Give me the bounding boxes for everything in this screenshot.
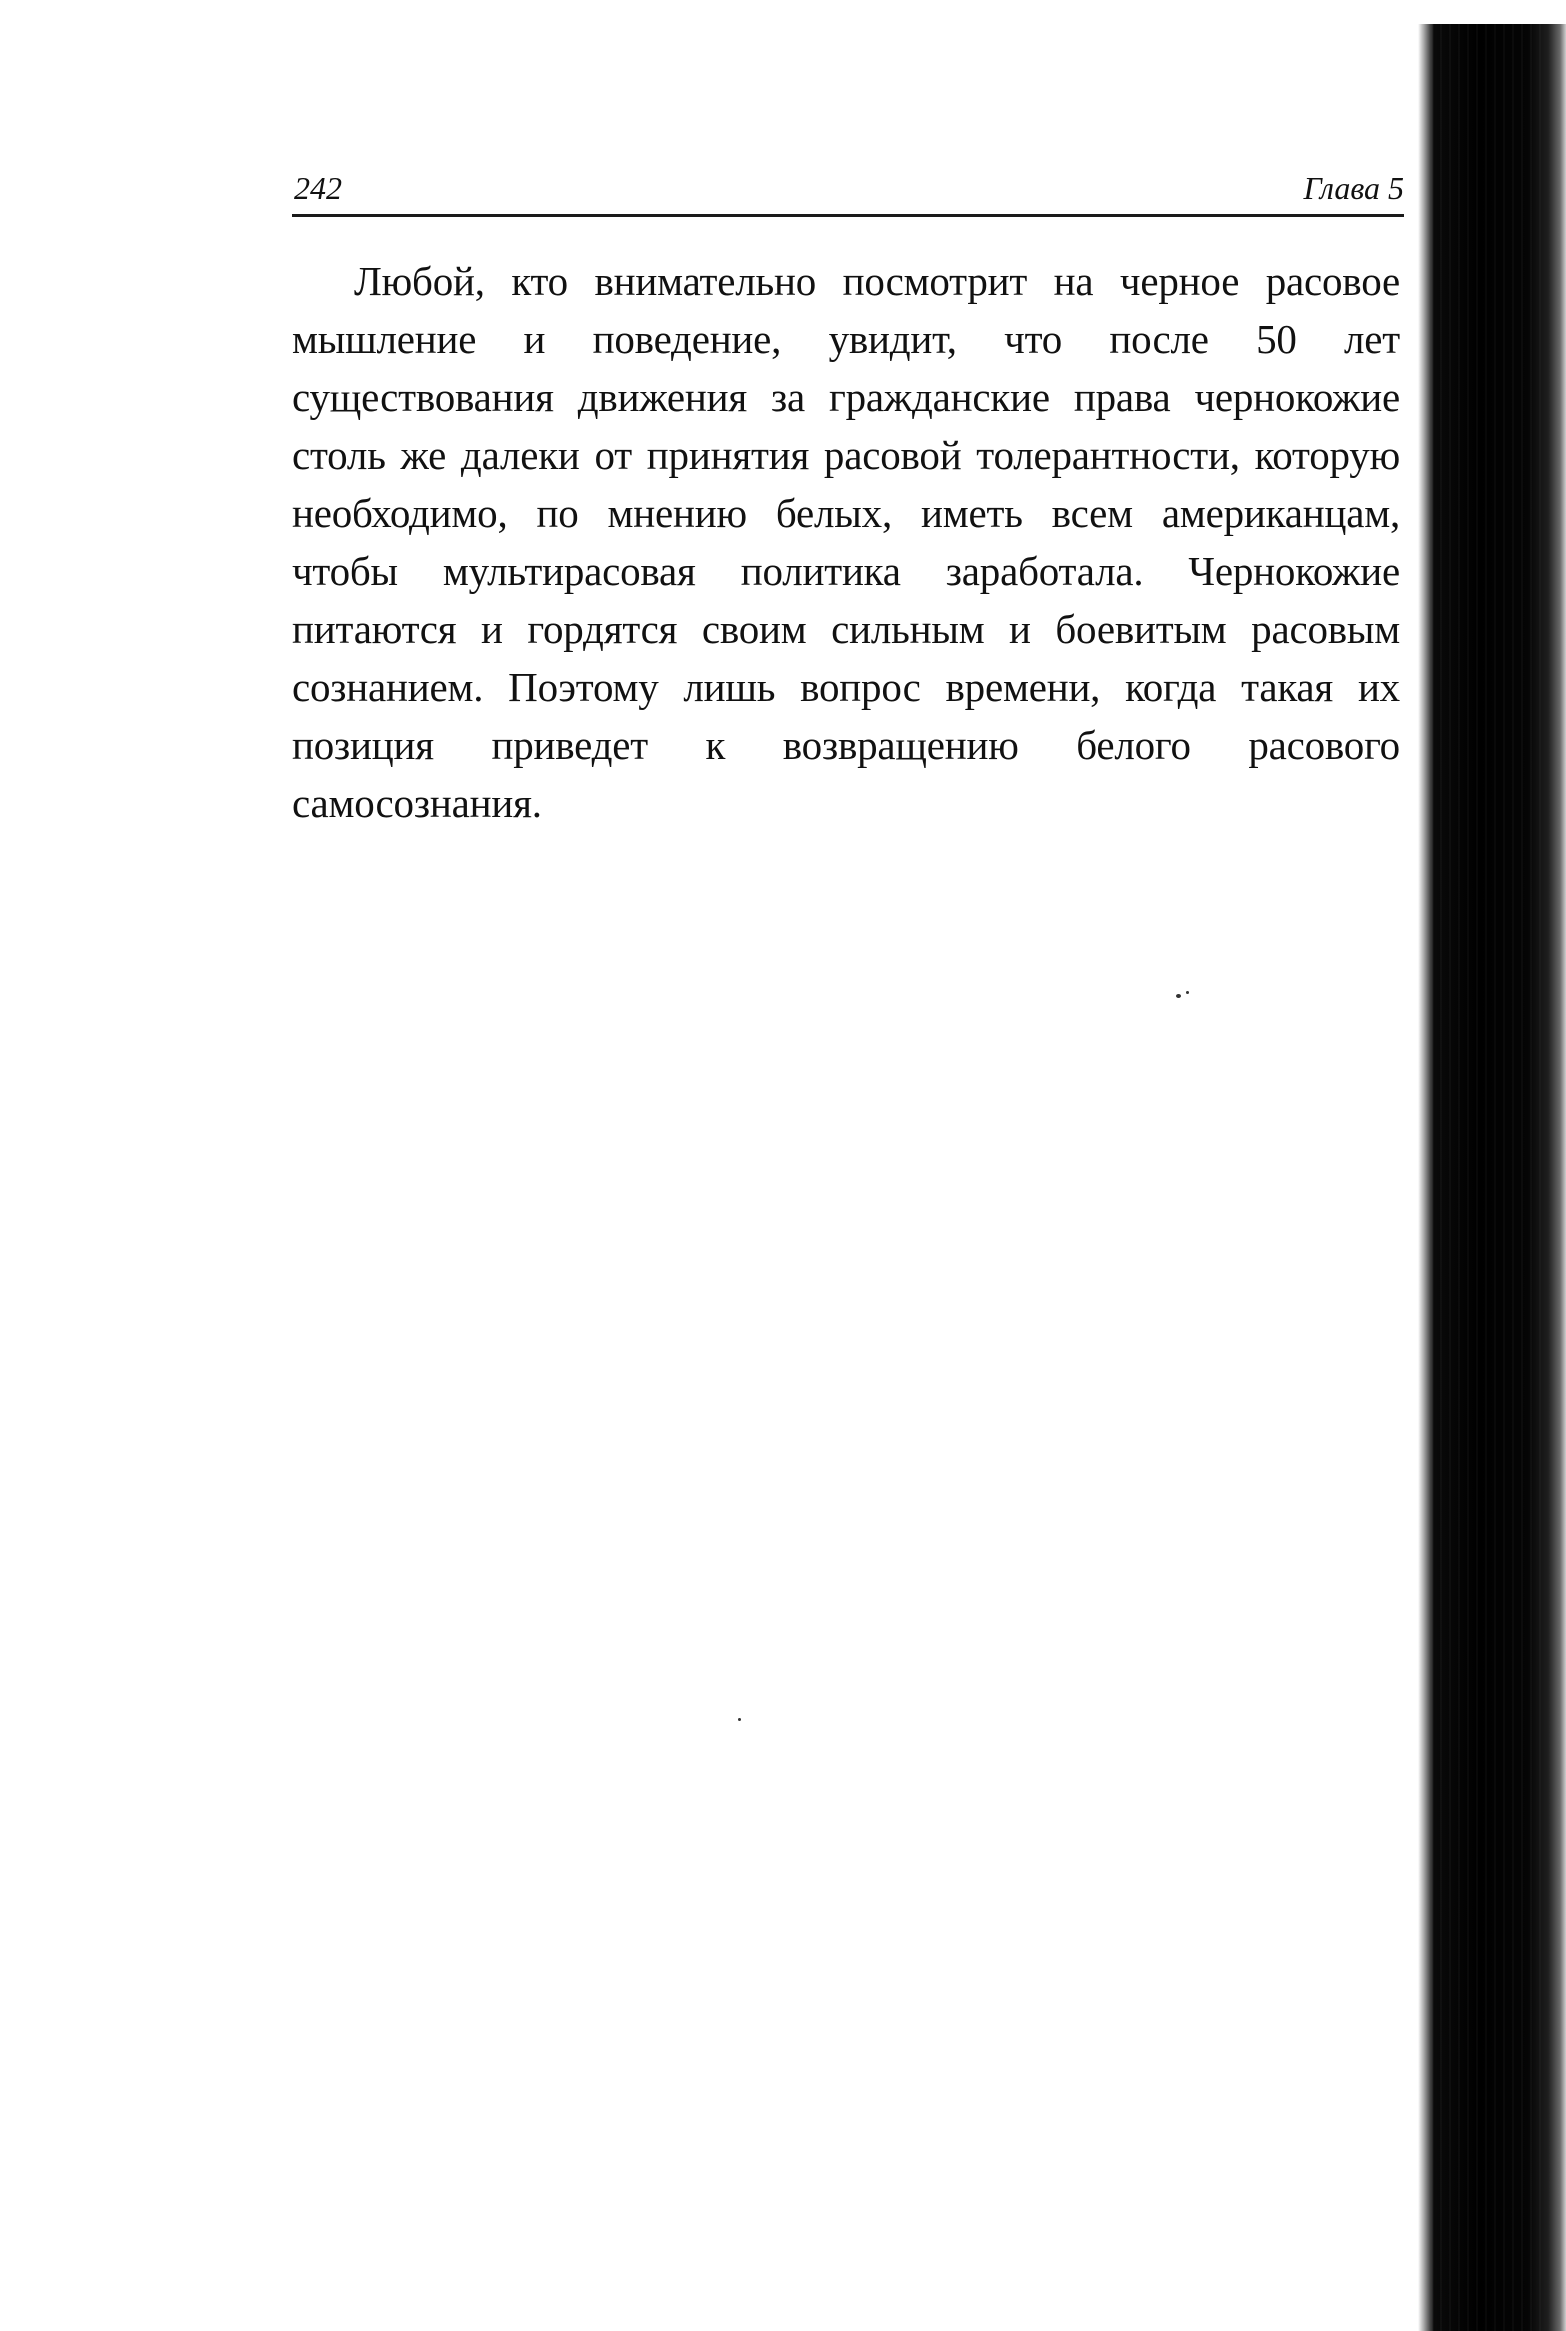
- body-paragraph: Любой, кто внимательно посмотрит на черное расовое мышление и поведение, увидит, что после 50 лет существования движения за гражданские права чернокожие столь же далеки от принятия расовой толерантности, которую необходимо, по мнению белых, иметь всем американцам, чтобы мультирасовая политика заработала. Чернокожие питаются и гордятся своим сильным и боевитым расовым сознанием. Поэтому лишь вопрос времени, когда такая их позиция приведет к возвращению белого расового самосознания.: [292, 258, 1400, 826]
- scan-speck: [1186, 991, 1189, 994]
- scan-speck: [1176, 994, 1181, 998]
- page-number: 242: [294, 170, 342, 206]
- binding-streaks: [1424, 24, 1544, 2331]
- scan-speck: [738, 1718, 741, 1721]
- chapter-title: Глава 5: [1303, 170, 1404, 206]
- running-header: [292, 168, 1404, 217]
